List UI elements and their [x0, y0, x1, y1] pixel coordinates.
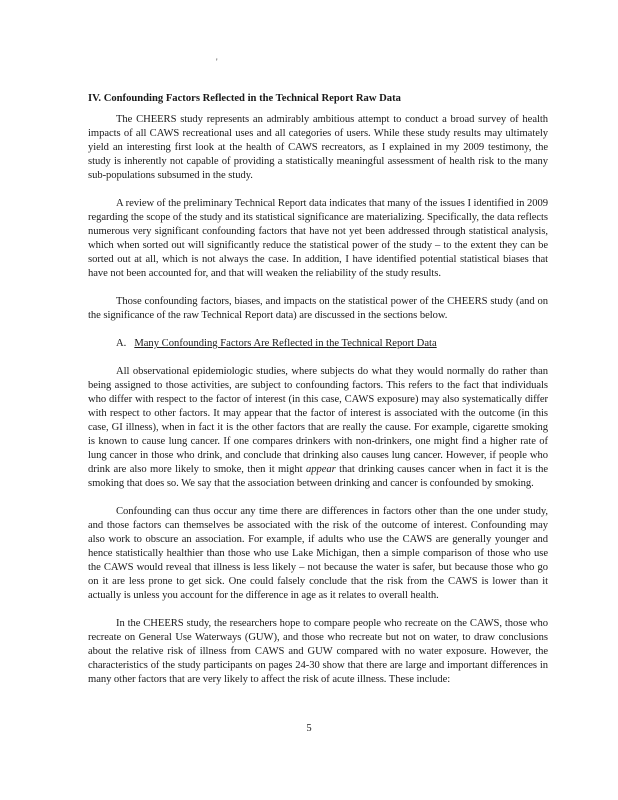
paragraph-observational-studies	[88, 365, 548, 491]
page-number: 5	[306, 723, 312, 734]
document-body	[88, 113, 548, 701]
section-heading: IV. Confounding Factors Reflected in the Technical Report Raw Data	[88, 93, 401, 104]
subsection-title: Many Confounding Factors Are Reflected in the Technical Report Data	[134, 338, 437, 349]
paragraph-cheers-intro: The CHEERS study represents an admirably ambitious attempt to conduct a broad survey of health impacts of all CAWS recreational uses and all categories of users. While these study results may ultimately yield an interesting first look at the health of CAWS recreators, as I explained in my 2009 testimony, the study is inherently not capable of providing a statistically meaningful assessment of health risk to the many sub-populations subsumed in the study.	[88, 114, 548, 181]
paragraph-technical-report-review: A review of the preliminary Technical Report data indicates that many of the issues I identified in 2009 regarding the scope of the study and its statistical significance are materializing. Specifically, the data reflects numerous very significant confounding factors that have not yet been addressed through statistical analysis, which when sorted out will significantly reduce the statistical power of the study – to the extent they can be sorted out at all, which is not always the case. In addition, I have identified potential statistical biases that have not been accounted for, and that will weaken the reliability of the study results.	[88, 198, 548, 279]
observational-text-start: All observational epidemiologic studies, where subjects do what they would normally do rather than being assigned to those activities, are subject to confounding factors. This refers to the fact that individuals who differ with respect to the factor of interest (in this case, CAWS exposure) may also systematically differ with respect to other factors. It may appear that the factor of interest is associated with the outcome (in this case, GI illness), when in fact it is the other factors that are really the cause. For example, cigarette smoking is known to cause lung cancer. If one compares drinkers with non-drinkers, one might find a higher rate of lung cancer in those who drink, and conclude that drinking also causes lung cancer. However, if people who drink are also more likely to smoke, then it might	[88, 366, 548, 475]
emphasis-appear: appear	[305, 464, 336, 475]
observational-text-end: that drinking causes cancer when in fact it is the smoking that does so. We say that the association between drinking and cancer is confounded by smoking.	[88, 464, 548, 489]
paragraph-confounding-summary: Those confounding factors, biases, and impacts on the statistical power of the CHEERS study (and on the significance of the raw Technical Report data) are discussed in the sections below.	[88, 296, 548, 321]
subsection-letter: A.	[116, 338, 127, 349]
paragraph-cheers-comparison: In the CHEERS study, the researchers hope to compare people who recreate on the CAWS, those who recreate on General Use Waterways (GUW), and those who recreate but not on water, to draw conclusions about the relative risk of illness from CAWS and GUW compared with no water exposure. However, the characteristics of the study participants on pages 24-30 show that there are large and important differences in many other factors that are very likely to affect the risk of acute illness. These include:	[88, 618, 548, 685]
scan-speck: '	[216, 57, 218, 67]
subsection-heading	[88, 337, 548, 351]
paragraph-confounding-occurrence: Confounding can thus occur any time there are differences in factors other than the one under study, and those factors can themselves be associated with the risk of the outcome of interest. Confounding may also work to obscure an association. For example, if adults who use the CAWS are generally younger and hence statistically healthier than those who use Lake Michigan, then a simple comparison of those who use the CAWS would reveal that illness is less likely – not because the water is safer, but because those who go on it are less prone to get sick. One could falsely conclude that the risk from the CAWS is lower than it actually is unless you account for the difference in age as it relates to overall health.	[88, 506, 548, 601]
